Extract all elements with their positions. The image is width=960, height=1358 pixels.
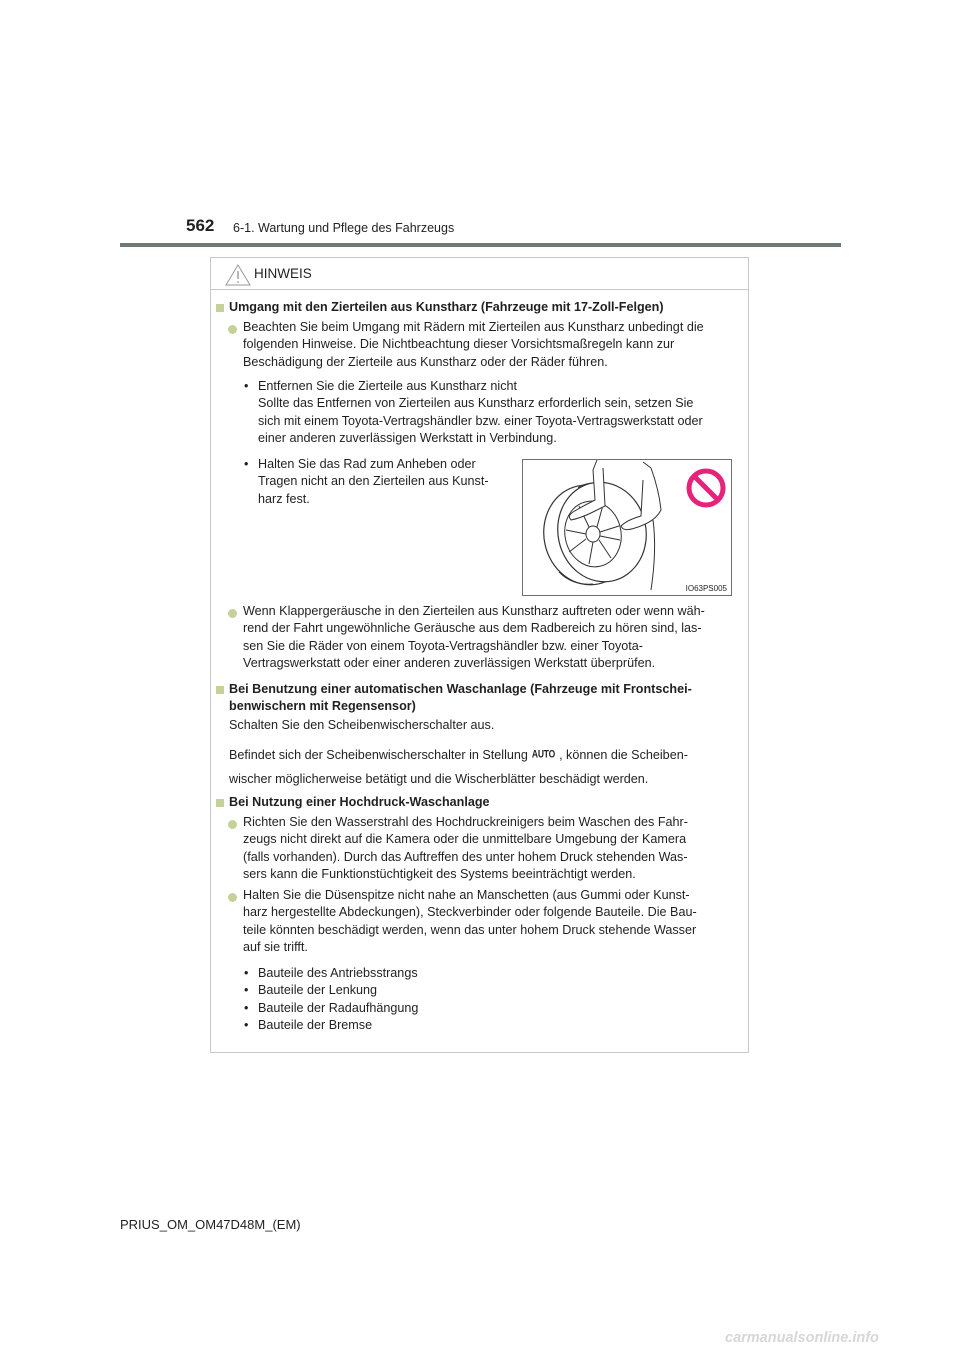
notice-label: HINWEIS <box>254 266 312 281</box>
component-list <box>244 965 544 1035</box>
section1-sub1-text <box>258 378 739 448</box>
list-item-label: Bauteile der Bremse <box>258 1018 373 1033</box>
text-line: folgenden Hinweise. Die Nichtbeachtung dieser Vorsichtsmaßregeln kann zur <box>243 337 675 352</box>
section2-title <box>229 681 743 716</box>
text-line: Wenn Klappergeräusche in den Zierteilen aus Kunstharz auftreten oder wenn wäh- <box>243 604 705 618</box>
text-line: Halten Sie das Rad zum Anheben oder <box>258 457 476 471</box>
list-item-label: Bauteile der Lenkung <box>258 983 378 998</box>
text-line: Bei Benutzung einer automatischen Waschanlage (Fahrzeuge mit Frontschei- <box>229 682 692 696</box>
text-line: rend der Fahrt ungewöhnliche Geräusche aus dem Radbereich zu hören sind, las- <box>243 621 702 636</box>
list-item: • Bauteile der Lenkung <box>244 983 378 998</box>
text-line: Richten Sie den Wasserstrahl des Hochdruckreinigers beim Waschen des Fahr- <box>243 815 688 829</box>
bullet-dot <box>228 820 237 829</box>
section2-text3: wischer möglicherweise betätigt und die Wischerblätter beschädigt werden. <box>229 772 649 786</box>
section-square-bullet <box>216 304 224 312</box>
text-line: Tragen nicht an den Zierteilen aus Kunst- <box>258 474 489 489</box>
wheel-figure <box>522 459 732 596</box>
text-line: sen Sie die Räder von einem Toyota-Vertragshändler bzw. einer Toyota- <box>243 638 643 653</box>
section1-sub2-text <box>258 456 506 508</box>
page-number: 562 <box>186 216 215 235</box>
warning-triangle-icon <box>225 264 251 286</box>
section-square-bullet <box>216 686 224 694</box>
text-line: einer anderen zuverlässigen Werkstatt in Verbindung. <box>258 431 557 446</box>
section3-bullet1-text <box>243 814 743 884</box>
text-line: zeugs nicht direkt auf die Kamera oder die unmittelbare Umgebung der Kamera <box>243 832 687 847</box>
text-line: Halten Sie die Düsenspitze nicht nahe an Manschetten (aus Gummi oder Kunst- <box>243 888 690 902</box>
text-line: Entfernen Sie die Zierteile aus Kunstharz nicht <box>258 379 518 393</box>
text-line: benwischern mit Regensensor) <box>229 699 416 714</box>
section2-text1: Schalten Sie den Scheibenwischerschalter aus. <box>229 718 495 732</box>
watermark: carmanualsonline.info <box>725 1330 879 1346</box>
list-item: • Bauteile des Antriebsstrangs <box>244 966 418 980</box>
chapter-title: 6-1. Wartung und Pflege des Fahrzeugs <box>233 221 455 235</box>
text-line: Vertragswerkstatt oder einer anderen zuverlässigen Werkstatt überprüfen. <box>243 656 656 671</box>
list-item-label: Bauteile der Radaufhängung <box>258 1000 419 1015</box>
text-fragment: , können die Scheiben- <box>559 748 688 762</box>
bullet-dot <box>228 893 237 902</box>
text-line: Beschädigung der Zierteile aus Kunstharz oder der Räder führen. <box>243 354 608 369</box>
sub-bullet-mark: • <box>244 379 249 393</box>
header-rule <box>120 243 841 247</box>
text-line: teile könnten beschädigt werden, wenn das unter hohem Druck stehende Wasser <box>243 922 697 937</box>
text-line: Sollte das Entfernen von Zierteilen aus Kunstharz erforderlich sein, setzen Sie <box>258 396 694 411</box>
list-item: • Bauteile der Radaufhängung <box>244 1000 419 1015</box>
text-line: sich mit einem Toyota-Vertragshändler bzw. einer Toyota-Vertragswerkstatt oder <box>258 413 703 428</box>
text-line: Beachten Sie beim Umgang mit Rädern mit Zierteilen aus Kunstharz unbedingt die <box>243 320 704 334</box>
text-fragment: Befindet sich der Scheibenwischerschalter in Stellung <box>229 748 528 762</box>
section3-bullet2-text <box>243 887 743 957</box>
list-item: • Bauteile der Bremse <box>244 1018 373 1033</box>
text-line: (falls vorhanden). Durch das Auftreffen des unter hohem Druck stehenden Was- <box>243 849 688 864</box>
list-item-label: Bauteile des Antriebsstrangs <box>258 966 418 980</box>
section2-text2 <box>229 746 688 764</box>
notice-header <box>211 258 748 290</box>
text-line: auf sie trifft. <box>243 940 308 955</box>
auto-mode-symbol: AUTO <box>531 747 556 761</box>
section1-title: Umgang mit den Zierteilen aus Kunstharz (Fahrzeuge mit 17-Zoll-Felgen) <box>229 300 664 314</box>
wheel-handling-illustration <box>523 460 731 595</box>
section1-bullet1-text <box>243 319 743 371</box>
section3-title: Bei Nutzung einer Hochdruck-Waschanlage <box>229 795 490 809</box>
footer-doc-code: PRIUS_OM_OM47D48M_(EM) <box>120 1217 301 1232</box>
text-line: sers kann die Funktionstüchtigkeit des Systems beeinträchtigt werden. <box>243 867 636 882</box>
bullet-dot <box>228 325 237 334</box>
section1-bullet2-text <box>243 603 743 673</box>
text-line: harz hergestellte Abdeckungen), Steckverbinder oder folgende Bauteile. Die Bau- <box>243 905 697 920</box>
text-line: harz fest. <box>258 491 310 506</box>
sub-bullet-mark: • <box>244 457 249 471</box>
figure-code: IO63PS005 <box>685 584 727 593</box>
bullet-dot <box>228 609 237 618</box>
section-square-bullet <box>216 799 224 807</box>
